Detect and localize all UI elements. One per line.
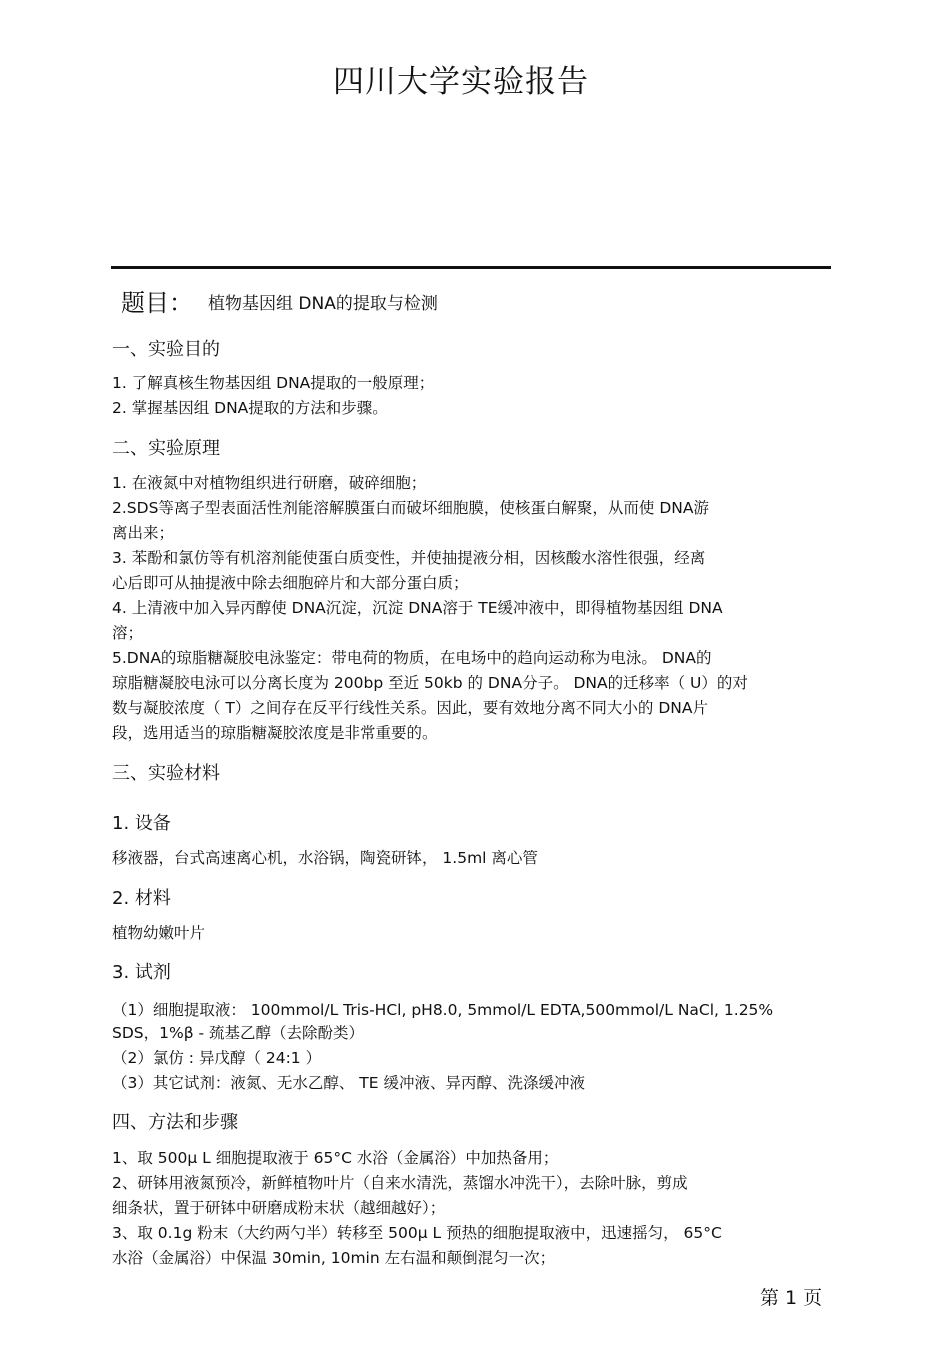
section-heading-materials: 三、实验材料 (112, 763, 220, 784)
principle-line: 离出来； (112, 524, 175, 542)
method-line: 3、取 0.1g 粉末（大约两勺半）转移至 500μ L 预热的细胞提取液中，迅速摇匀， 65°C (112, 1224, 722, 1242)
principle-line: 溶； (112, 624, 144, 642)
method-line: 1、取 500μ L 细胞提取液于 65°C 水浴（金属浴）中加热备用； (112, 1149, 559, 1167)
reagent-line: SDS，1%β - 巯基乙醇（去除酚类） (112, 1024, 365, 1042)
purpose-line: 2. 掌握基因组 DNA提取的方法和步骤。 (112, 399, 388, 417)
section-heading-principle: 二、实验原理 (112, 438, 220, 459)
principle-line: 段，选用适当的琼脂糖凝胶浓度是非常重要的。 (112, 724, 438, 742)
method-line: 水浴（金属浴）中保温 30min, 10min 左右温和颠倒混匀一次； (112, 1249, 556, 1267)
principle-line: 2.SDS等离子型表面活性剂能溶解膜蛋白而破坏细胞膜，使核蛋白解聚，从而使 DNA游 (112, 499, 709, 517)
principle-line: 数与凝胶浓度（ T）之间存在反平行线性关系。因此，要有效地分离不同大小的 DNA片 (112, 699, 708, 717)
purpose-line: 1. 了解真核生物基因组 DNA提取的一般原理； (112, 374, 435, 392)
principle-line: 3. 苯酚和氯仿等有机溶剂能使蛋白质变性，并使抽提液分相，因核酸水溶性很强，经离 (112, 549, 706, 567)
principle-line: 5.DNA的琼脂糖凝胶电泳鉴定：带电荷的物质，在电场中的趋向运动称为电泳。 DNA的 (112, 649, 712, 667)
reagent-line: （3）其它试剂：液氮、无水乙醇、 TE 缓冲液、异丙醇、洗涤缓冲液 (112, 1074, 585, 1092)
report-title: 四川大学实验报告 (333, 64, 589, 100)
subheading-reagents: 3. 试剂 (112, 962, 171, 983)
method-line: 细条状，置于研钵中研磨成粉末状（越细越好）； (112, 1199, 446, 1217)
subheading-equipment: 1. 设备 (112, 813, 171, 834)
reagent-line: （2）氯仿 : 异戊醇（ 24:1 ） (112, 1049, 322, 1067)
principle-line: 4. 上清液中加入异丙醇使 DNA沉淀，沉淀 DNA溶于 TE缓冲液中，即得植物基因组 DNA (112, 599, 723, 617)
material-text: 植物幼嫩叶片 (112, 924, 206, 942)
method-line: 2、研钵用液氮预冷，新鲜植物叶片（自来水清洗，蒸馏水冲洗干），去除叶脉，剪成 (112, 1174, 688, 1192)
reagent-line: （1）细胞提取液： 100mmol/L Tris-HCl, pH8.0, 5mmol/L EDTA,500mmol/L NaCl, 1.25% (112, 1001, 774, 1019)
topic-label: 题目： (121, 289, 193, 317)
equipment-text: 移液器，台式高速离心机，水浴锅，陶瓷研钵， 1.5ml 离心管 (112, 849, 538, 867)
principle-line: 琼脂糖凝胶电泳可以分离长度为 200bp 至近 50kb 的 DNA分子。 DNA的迁移率（ U）的对 (112, 674, 748, 692)
subheading-material: 2. 材料 (112, 888, 171, 909)
principle-line: 1. 在液氮中对植物组织进行研磨，破碎细胞； (112, 474, 427, 492)
section-heading-methods: 四、方法和步骤 (112, 1112, 238, 1133)
principle-line: 心后即可从抽提液中除去细胞碎片和大部分蛋白质； (112, 574, 469, 592)
topic-text: 植物基因组 DNA的提取与检测 (208, 294, 438, 314)
section-heading-purpose: 一、实验目的 (112, 339, 220, 360)
page-number: 第 1 页 (760, 1287, 823, 1309)
title-divider (111, 266, 831, 269)
